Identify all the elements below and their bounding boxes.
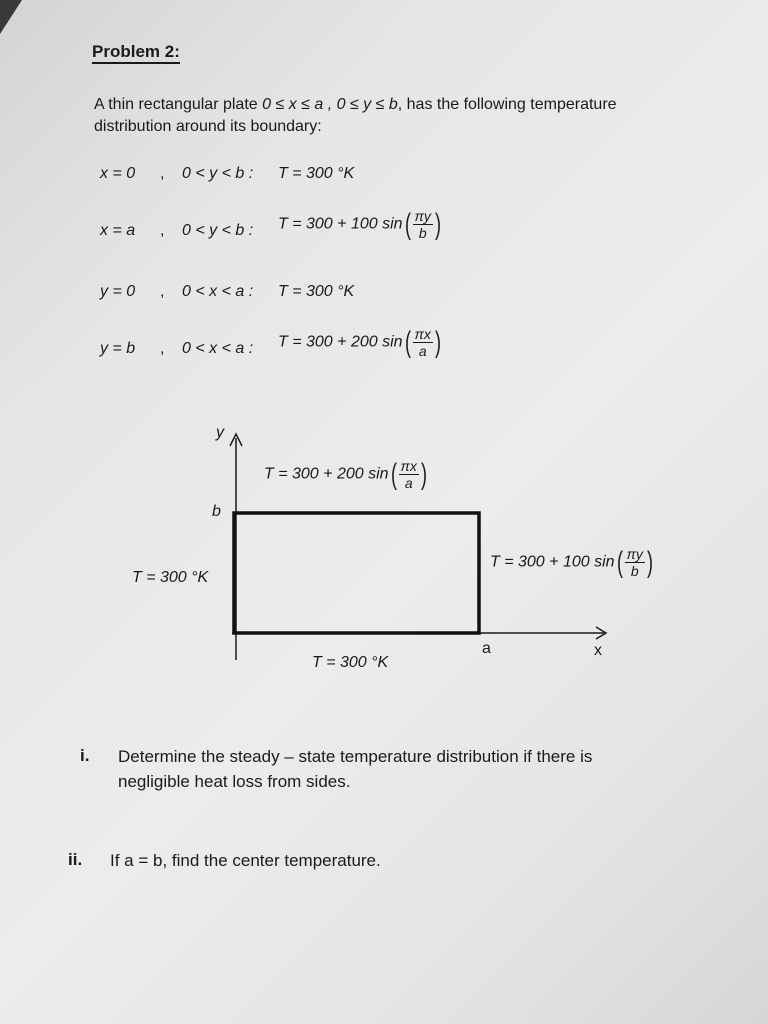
condition-coord: x = 0 bbox=[100, 165, 136, 182]
condition-separator: , bbox=[160, 165, 165, 182]
right-paren: ) bbox=[646, 545, 653, 579]
fraction-numerator: πx bbox=[414, 326, 431, 342]
left-edge-temperature: T = 300 °K bbox=[132, 569, 209, 586]
question-line: If a = b, find the center temperature. bbox=[110, 851, 381, 870]
question-line: negligible heat loss from sides. bbox=[118, 772, 351, 791]
condition-coord: y = b bbox=[100, 340, 136, 357]
fraction bbox=[625, 546, 645, 579]
fraction-denominator: a bbox=[418, 343, 427, 359]
fraction-numerator: πx bbox=[400, 458, 417, 474]
fraction bbox=[399, 458, 419, 491]
problem-title-colon: : bbox=[174, 42, 180, 61]
question-line: Determine the steady – state temperature distribution if there is bbox=[118, 747, 593, 766]
right-paren: ) bbox=[434, 207, 441, 241]
fraction-numerator: πy bbox=[414, 208, 431, 224]
left-paren: ( bbox=[404, 207, 411, 241]
condition-temperature: T = 300 °K bbox=[278, 283, 355, 300]
fraction-denominator: a bbox=[404, 475, 413, 491]
condition-coord: x = a bbox=[100, 222, 136, 239]
left-paren: ( bbox=[404, 325, 411, 359]
top-temp-text: T = 300 + 200 sin bbox=[264, 465, 389, 483]
right-paren: ) bbox=[420, 457, 427, 491]
fraction-denominator: b bbox=[418, 225, 427, 241]
condition-separator: , bbox=[160, 222, 165, 239]
condition-separator: , bbox=[160, 340, 165, 357]
condition-range: 0 < x < a : bbox=[182, 283, 254, 300]
right-temp-text: T = 300 + 100 sin bbox=[490, 553, 615, 571]
condition-range: 0 < y < b : bbox=[182, 165, 254, 182]
bottom-edge-temperature: T = 300 °K bbox=[312, 654, 389, 671]
problem-title-text: Problem 2 bbox=[92, 42, 175, 61]
intro-math-domain: 0 ≤ x ≤ a , 0 ≤ y ≤ b bbox=[262, 96, 398, 113]
condition-range: 0 < y < b : bbox=[182, 222, 254, 239]
condition-temperature: T = 300 °K bbox=[278, 165, 355, 182]
y-axis-label: y bbox=[216, 424, 224, 441]
condition-temperature: T = 300 + 100 sin bbox=[278, 215, 403, 233]
right-edge-temperature bbox=[490, 546, 655, 579]
left-paren: ( bbox=[390, 457, 397, 491]
left-paren: ( bbox=[616, 545, 623, 579]
question-text bbox=[118, 744, 592, 794]
condition-range: 0 < x < a : bbox=[182, 340, 254, 357]
question-text bbox=[110, 848, 381, 873]
fraction-denominator: b bbox=[630, 563, 639, 579]
x-axis-label: x bbox=[594, 642, 602, 659]
b-axis-label: b bbox=[212, 503, 221, 520]
top-edge-temperature bbox=[264, 458, 429, 491]
a-axis-label: a bbox=[482, 640, 491, 657]
plate-rectangle bbox=[234, 513, 479, 633]
question-number: i. bbox=[80, 746, 90, 765]
condition-separator: , bbox=[160, 283, 165, 300]
condition-coord: y = 0 bbox=[100, 283, 136, 300]
intro-text-b: , has the following temperature bbox=[397, 96, 617, 113]
question-number: ii. bbox=[68, 850, 83, 869]
intro-line-2: distribution around its boundary: bbox=[94, 118, 322, 135]
condition-temperature: T = 300 + 200 sin bbox=[278, 333, 403, 351]
fraction-numerator: πy bbox=[626, 546, 643, 562]
right-paren: ) bbox=[434, 325, 441, 359]
intro-text-a: A thin rectangular plate bbox=[94, 96, 258, 113]
